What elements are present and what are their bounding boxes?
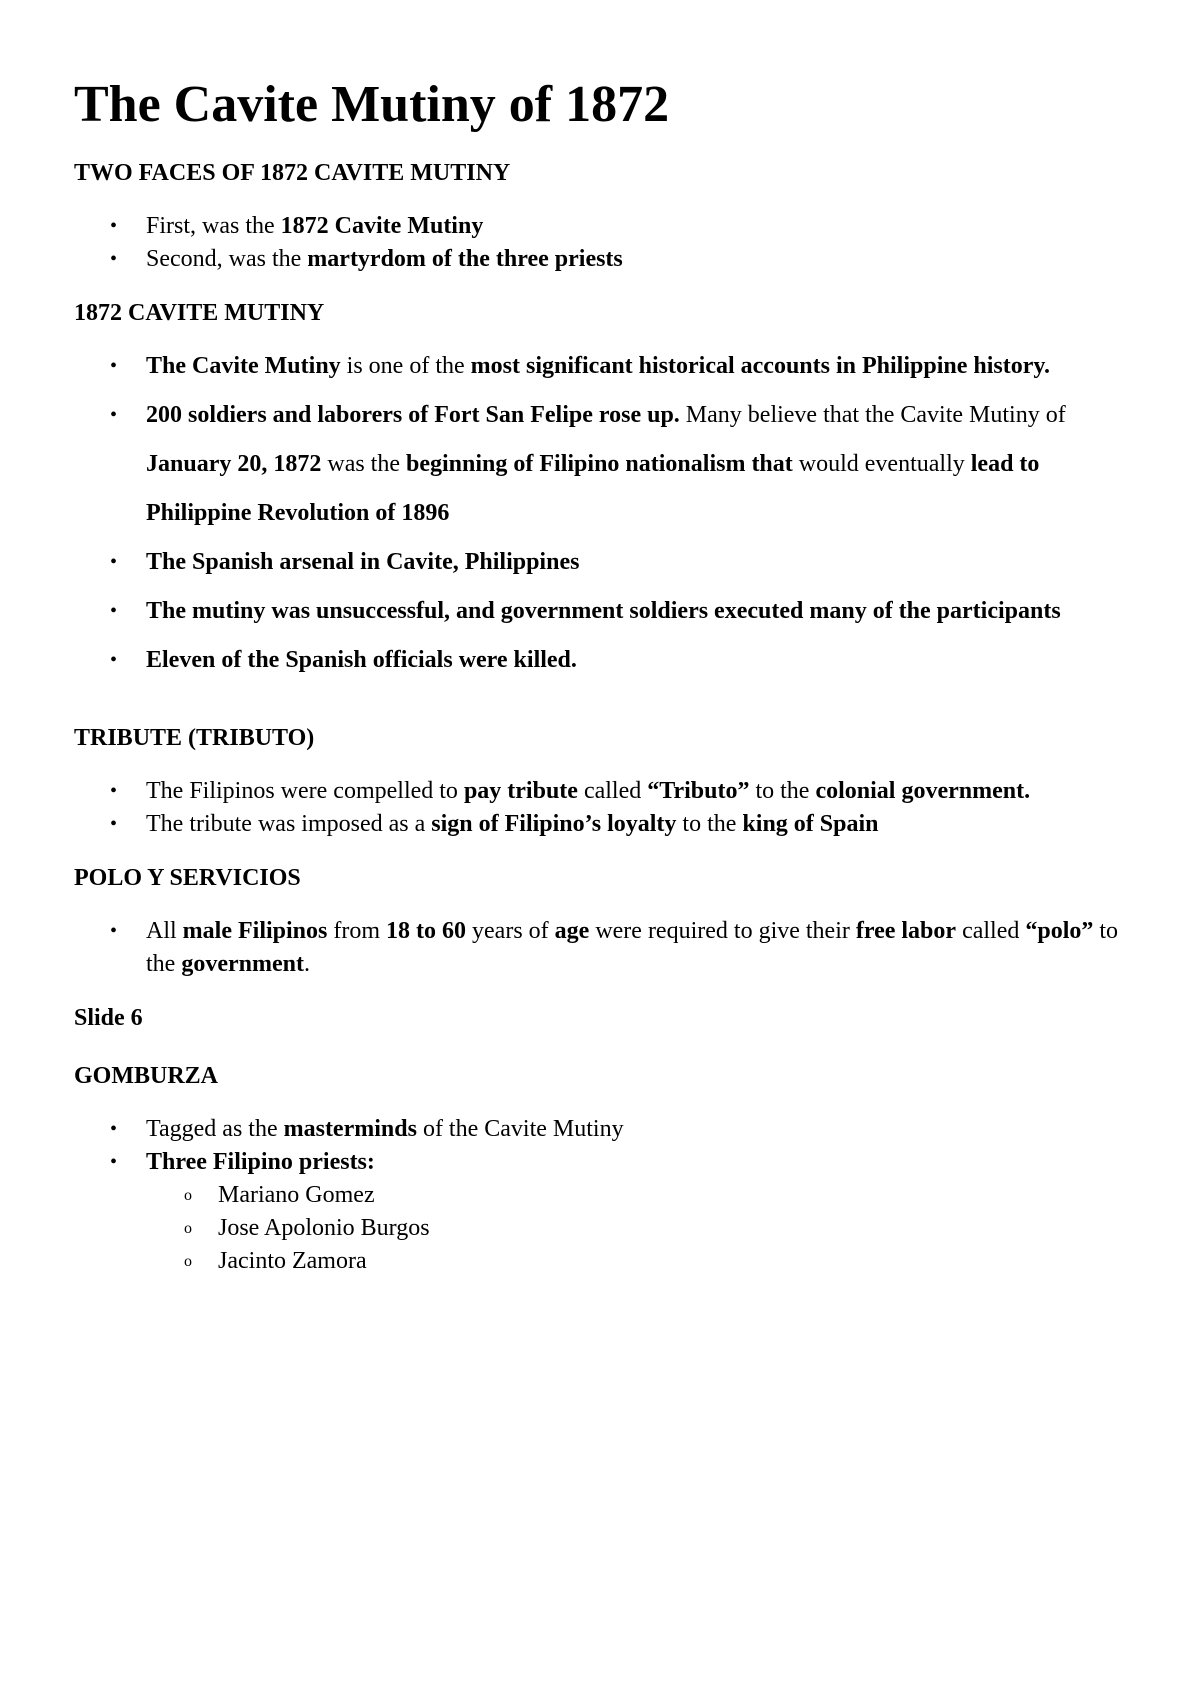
sublist-item: o Jacinto Zamora: [74, 1245, 1134, 1278]
priests-sublist: [146, 1179, 1134, 1278]
sublist-item: o Jose Apolonio Burgos: [74, 1212, 1134, 1245]
list-item: • Three Filipino priests: o Mariano Gomez o Jose Apolonio Burgos o Jacinto Zamora: [74, 1146, 1134, 1278]
section-heading-cavite-mutiny: 1872 CAVITE MUTINY: [74, 300, 325, 326]
document-page: [74, 70, 1134, 1278]
bullet-icon: •: [110, 551, 118, 573]
list-item: • The tribute was imposed as a sign of Filipino’s loyalty to the king of Spain: [74, 808, 1134, 841]
cavite-mutiny-list: [74, 342, 1134, 685]
list-item: • Second, was the martyrdom of the three priests: [74, 243, 1134, 276]
circle-bullet-icon: o: [184, 1220, 192, 1237]
list-item: • The mutiny was unsuccessful, and government soldiers executed many of the participants: [74, 587, 1134, 636]
slide-label: Slide 6: [74, 1005, 143, 1031]
list-item: • All male Filipinos from 18 to 60 years of age were required to give their free labor called “polo” to the government.: [74, 915, 1134, 981]
two-faces-list: [74, 210, 1134, 276]
bullet-icon: •: [110, 920, 118, 942]
sublist-item: o Mariano Gomez: [74, 1179, 1134, 1212]
bullet-icon: •: [110, 600, 118, 622]
gomburza-list: [74, 1113, 1134, 1278]
document-title: The Cavite Mutiny of 1872: [74, 76, 670, 133]
bullet-icon: •: [110, 355, 118, 377]
bullet-icon: •: [110, 215, 118, 237]
bullet-icon: •: [110, 813, 118, 835]
bullet-icon: •: [110, 248, 118, 270]
list-item: • 200 soldiers and laborers of Fort San Felipe rose up. Many believe that the Cavite Mutiny of January 20, 1872 was the beginning of Filipino nationalism that would eventually lead to Philippine Revolution of 1896: [74, 391, 1134, 538]
section-heading-tribute: TRIBUTE (TRIBUTO): [74, 725, 315, 751]
bullet-icon: •: [110, 404, 118, 426]
list-item: • The Filipinos were compelled to pay tribute called “Tributo” to the colonial government.: [74, 775, 1134, 808]
bullet-icon: •: [110, 780, 118, 802]
bullet-icon: •: [110, 649, 118, 671]
section-heading-polo: POLO Y SERVICIOS: [74, 865, 301, 891]
section-heading-gomburza: GOMBURZA: [74, 1063, 218, 1089]
list-item: • The Cavite Mutiny is one of the most significant historical accounts in Philippine history.: [74, 342, 1134, 391]
list-item: • First, was the 1872 Cavite Mutiny: [74, 210, 1134, 243]
polo-list: [74, 915, 1134, 981]
bullet-icon: •: [110, 1151, 118, 1173]
list-item: • Eleven of the Spanish officials were killed.: [74, 636, 1134, 685]
list-item: • Tagged as the masterminds of the Cavite Mutiny: [74, 1113, 1134, 1146]
circle-bullet-icon: o: [184, 1187, 192, 1204]
section-heading-two-faces: TWO FACES OF 1872 CAVITE MUTINY: [74, 160, 511, 186]
bullet-icon: •: [110, 1118, 118, 1140]
circle-bullet-icon: o: [184, 1253, 192, 1270]
list-item: • The Spanish arsenal in Cavite, Philippines: [74, 538, 1134, 587]
tribute-list: [74, 775, 1134, 841]
